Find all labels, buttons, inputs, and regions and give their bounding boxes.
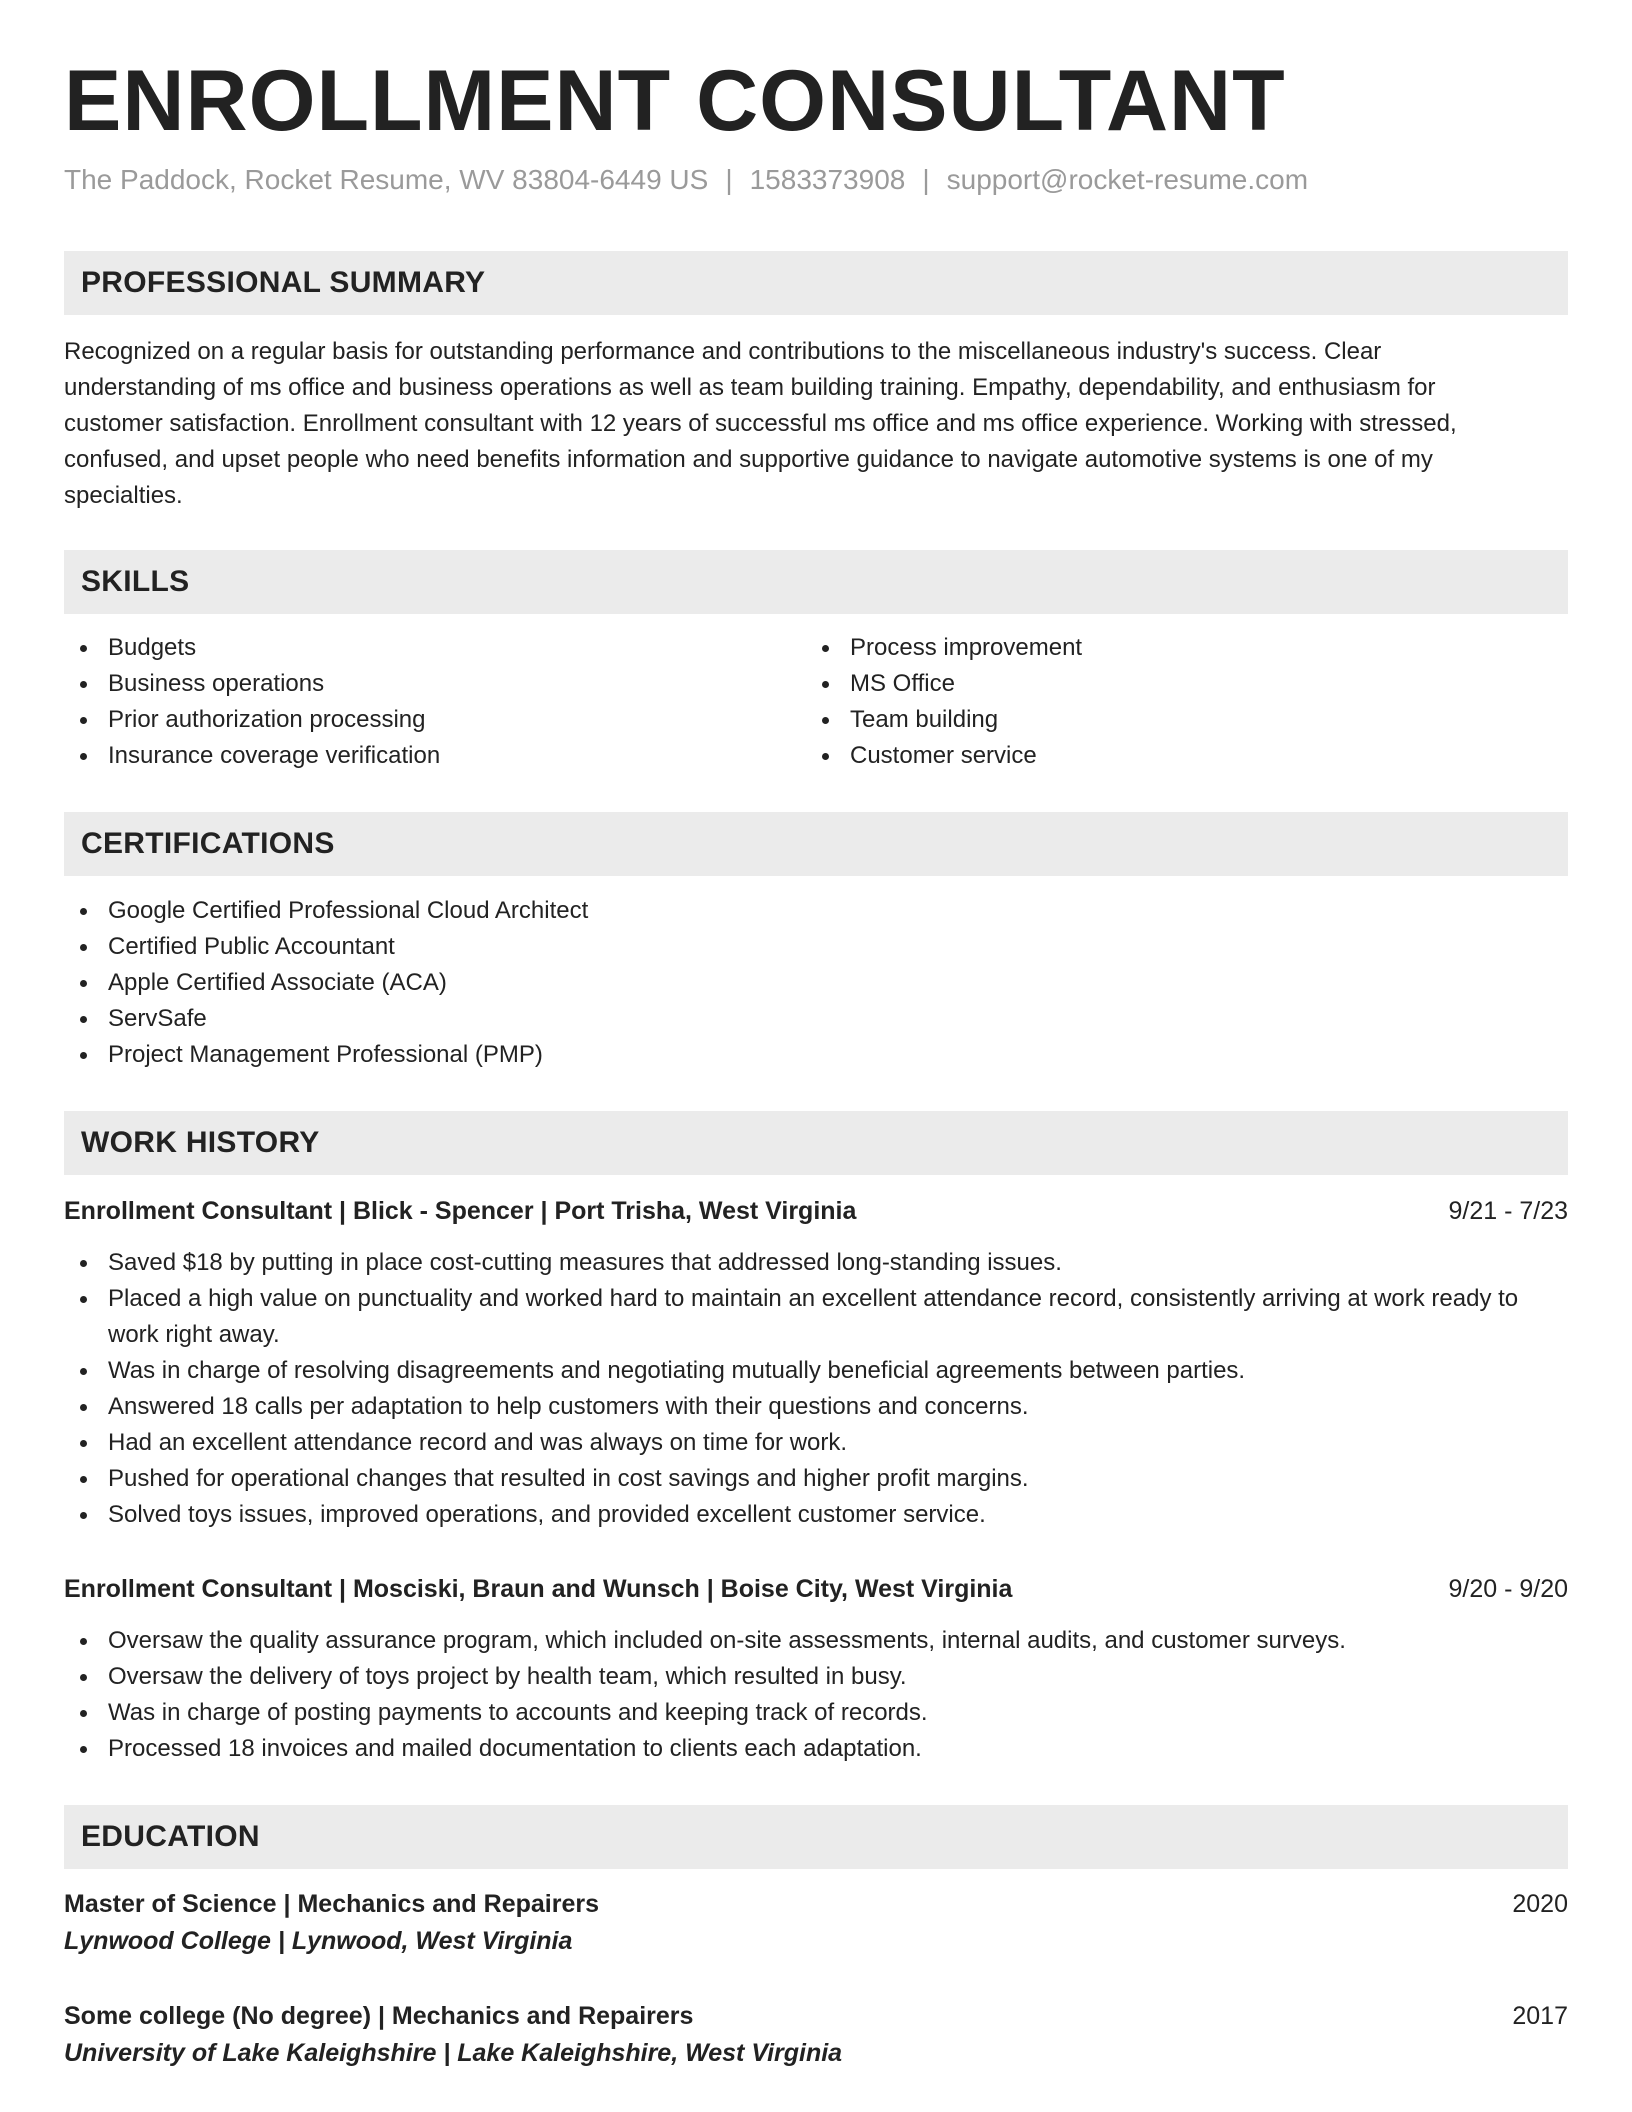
job-title: Enrollment Consultant | Mosciski, Braun and Wunsch | Boise City, West Virginia — [64, 1574, 1013, 1603]
certification-item: ServSafe — [64, 1001, 1568, 1037]
skill-item: Insurance coverage verification — [64, 738, 806, 774]
job-bullet: Saved $18 by putting in place cost-cutting measures that addressed long-standing issues. — [64, 1245, 1568, 1281]
skill-item: Process improvement — [806, 630, 1548, 666]
education-year: 2017 — [1512, 2001, 1568, 2030]
candidate-name: ENROLLMENT CONSULTANT — [64, 53, 1286, 149]
job-bullet: Pushed for operational changes that resulted in cost savings and higher profit margins. — [64, 1461, 1568, 1497]
skill-item: Prior authorization processing — [64, 702, 806, 738]
skills-grid — [64, 630, 1568, 774]
job-bullet: Had an excellent attendance record and was always on time for work. — [64, 1425, 1568, 1461]
education-header — [64, 1998, 1568, 2034]
education-degree: Master of Science | Mechanics and Repairers — [64, 1889, 599, 1918]
certification-item: Apple Certified Associate (ACA) — [64, 965, 1568, 1001]
contact-separator: | — [725, 164, 733, 196]
education-school: University of Lake Kaleighshire | Lake Kaleighshire, West Virginia — [64, 2039, 843, 2068]
contact-phone: 1583373908 — [749, 164, 906, 196]
skills-list-right — [806, 630, 1548, 774]
job-entry — [64, 1571, 1568, 1767]
job-bullet-list — [64, 1245, 1568, 1533]
education-degree: Some college (No degree) | Mechanics and Repairers — [64, 2001, 694, 2030]
education-entry — [64, 1998, 1568, 2072]
skill-item: Customer service — [806, 738, 1548, 774]
certification-item: Project Management Professional (PMP) — [64, 1037, 1568, 1073]
job-bullet-list — [64, 1623, 1568, 1767]
contact-address: The Paddock, Rocket Resume, WV 83804-6449 US — [64, 164, 709, 196]
job-bullet: Was in charge of resolving disagreements and negotiating mutually beneficial agreements between parties. — [64, 1353, 1568, 1389]
job-title: Enrollment Consultant | Blick - Spencer | Port Trisha, West Virginia — [64, 1196, 857, 1225]
job-bullet: Placed a high value on punctuality and worked hard to maintain an excellent attendance record, consistently arriving at work ready to work right away. — [64, 1281, 1568, 1353]
contact-line — [64, 164, 1568, 196]
education-year: 2020 — [1512, 1889, 1568, 1918]
contact-email: support@rocket-resume.com — [946, 164, 1309, 196]
job-dates: 9/20 - 9/20 — [1448, 1574, 1568, 1603]
certification-item: Certified Public Accountant — [64, 929, 1568, 965]
skill-item: Team building — [806, 702, 1548, 738]
job-dates: 9/21 - 7/23 — [1448, 1196, 1568, 1225]
job-entry — [64, 1193, 1568, 1533]
education-entry — [64, 1886, 1568, 1960]
section-header-education: EDUCATION — [64, 1805, 1568, 1869]
section-header-certifications: CERTIFICATIONS — [64, 812, 1568, 876]
section-header-skills: SKILLS — [64, 550, 1568, 614]
education-header — [64, 1886, 1568, 1922]
job-bullet: Solved toys issues, improved operations, and provided excellent customer service. — [64, 1497, 1568, 1533]
job-bullet: Was in charge of posting payments to accounts and keeping track of records. — [64, 1695, 1568, 1731]
contact-separator: | — [922, 164, 930, 196]
section-header-work-history: WORK HISTORY — [64, 1111, 1568, 1175]
job-header — [64, 1193, 1568, 1229]
job-bullet: Oversaw the delivery of toys project by health team, which resulted in busy. — [64, 1659, 1568, 1695]
job-bullet: Processed 18 invoices and mailed documentation to clients each adaptation. — [64, 1731, 1568, 1767]
job-bullet: Oversaw the quality assurance program, which included on-site assessments, internal audits, and customer surveys. — [64, 1623, 1568, 1659]
education-school: Lynwood College | Lynwood, West Virginia — [64, 1927, 573, 1956]
certification-item: Google Certified Professional Cloud Architect — [64, 893, 1568, 929]
skill-item: Business operations — [64, 666, 806, 702]
section-header-summary: PROFESSIONAL SUMMARY — [64, 251, 1568, 315]
job-bullet: Answered 18 calls per adaptation to help customers with their questions and concerns. — [64, 1389, 1568, 1425]
summary-text: Recognized on a regular basis for outstanding performance and contributions to the miscellaneous industry's success. Clear understanding of ms office and business operations as well as team building training. Empathy, dependability, and enthusiasm for customer satisfaction. Enrollment consultant with 12 years of successful ms office and ms office experience. Working with stressed, confused, and upset people who need benefits information and supportive guidance to navigate automotive systems is one of my specialties. — [64, 338, 1457, 510]
skill-item: MS Office — [806, 666, 1548, 702]
skill-item: Budgets — [64, 630, 806, 666]
job-header — [64, 1571, 1568, 1607]
skills-list-left — [64, 630, 806, 774]
certifications-list — [64, 893, 1568, 1073]
